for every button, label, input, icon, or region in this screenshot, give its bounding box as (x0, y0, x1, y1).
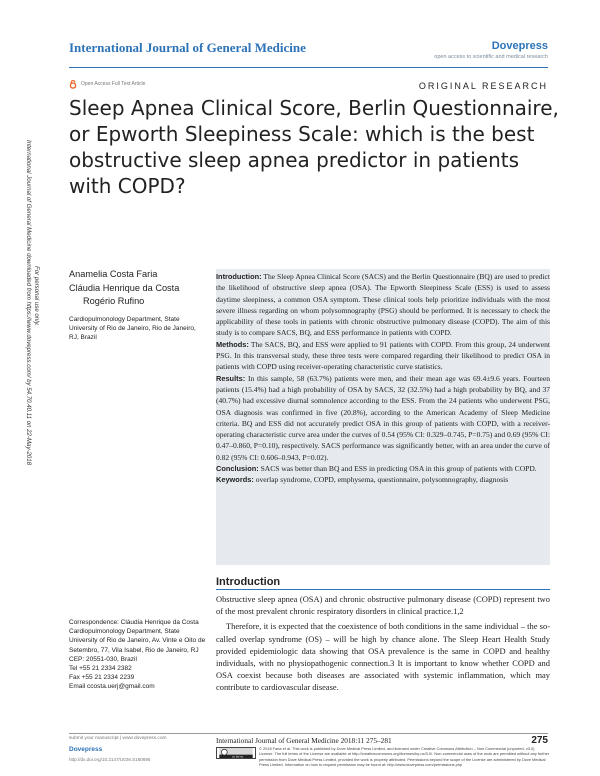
abstract-intro-label: Introduction: (216, 272, 262, 281)
journal-citation: International Journal of General Medicine 2018:11 275–281 (216, 736, 392, 745)
publisher-tagline: open access to scientific and medical research (434, 54, 548, 60)
sidenote-line-2: For personal use only. (33, 266, 40, 326)
correspondence-fax: Fax +55 21 2334 2239 (69, 674, 135, 682)
abstract-keywords-text: overlap syndrome, COPD, emphysema, questionnaire, polysomnography, diagnosis (255, 475, 509, 485)
abstract-conclusion-text: SACS was better than BQ and ESS in predicting OSA in this group of patients with COPD. (260, 464, 537, 474)
author-affiliation: Cardiopulmonology Department, State University of Rio de Janeiro, Rio de Janeiro, RJ, Brazil (69, 316, 196, 342)
correspondence-label: Correspondence: Cláudia Henrique da Costa (69, 619, 199, 626)
open-access-label: Open Access Full Text Article (81, 81, 146, 87)
intro-paragraph-2: Therefore, it is expected that the coexistence of both conditions in the same individual – the so-called overlap syndrome (OS) – will be high by chance alone. The Sleep Heart Health Study provided epidemiologic data showing that OSA prevalence is the same in COPD and healthy individuals, with no physiopathogenic connection.3 It is important to know whether COPD and OSA coexist because both diseases are associated with systemic inflammation, which may contribute to cardiovascular disease. (216, 621, 550, 693)
footer-rule (69, 733, 548, 734)
author[interactable]: Rogério Rufino (83, 296, 145, 306)
section-heading-introduction: Introduction (216, 576, 281, 588)
correspondence-address: Cardiopulmonology Department, State University of Rio de Janeiro, Av. Vinte e Oito de Setembro, 77, Vila Isabel, Rio de Janeiro, RJ CEP: 20551-030, Brazil (69, 628, 206, 663)
article-title: Sleep Apnea Clinical Score, Berlin Questionnaire, or Epworth Sleepiness Scale: which is the best obstructive sleep apnea predictor in patients with COPD? (69, 96, 559, 198)
page-number: 275 (531, 735, 548, 746)
correspondence-block (69, 618, 207, 692)
cc-label: cc by-nc (232, 754, 244, 759)
abstract-keywords-label: Keywords: (216, 475, 254, 485)
cc-license-icon[interactable] (216, 747, 256, 759)
introduction-body (216, 593, 550, 697)
header-rule (69, 67, 548, 68)
correspondence-email[interactable]: Email ccosta.uerj@gmail.com (69, 683, 155, 691)
correspondence-tel: Tel +55 21 2334 2382 (69, 665, 132, 673)
license-text: © 2018 Faria et al. This work is published by Dove Medical Press Limited, and licensed under Creative Commons Attribution – Non Commercial (unported, v3.0) License. The full terms of the License are available at http://creativecommons.org/licenses/by-nc/3.0/. Non-commercial uses of the work are permitted without any further permission from Dove Medical Press Limited, provided the work is properly attributed. Permissions beyond the scope of the License are administered by Dove Medical Press Limited. Information on how to request permission may be found at: http://www.dovepress.com/permissions.php (259, 746, 550, 767)
open-access-icon (69, 80, 77, 89)
intro-paragraph-1: Obstructive sleep apnea (OSA) and chronic obstructive pulmonary disease (COPD) represent two of the most prevalent chronic respiratory disorders in clinical practice.1,2 (216, 594, 550, 617)
abstract-results-text: In this sample, 58 (63.7%) patients were men, and their mean age was 69.4±9.6 years. Fourteen patients (15.4%) had a high probability of OSA by SACS, 32 (32.5%) had a high probability by BQ, and 37 (40.7%) had excessive diurnal somnolence according to the ESS. From the 24 patients who underwent PSG, OSA diagnosis was confirmed in five (20.8%), according to the American Academy of Sleep Medicine criteria. BQ and ESS did not accurately predict OSA in this group of patients with COPD, with a receiver-operating characteristic curve area under the curves of 0.54 (95% CI: 0.329–0.745, P=0.75) and 0.69 (95% CI: 0.47–0.860, P=0.10), respectively. SACS performance was significantly better, with an area under the curve of 0.82 (95% CI: 0.606–0.943, P=0.02). (216, 373, 550, 462)
doi-link[interactable]: http://dx.doi.org/10.2147/IJGM.S160695 (69, 757, 151, 762)
section-rule (216, 589, 550, 590)
article-type: ORIGINAL RESEARCH (418, 81, 548, 91)
author[interactable]: Cláudia Henrique da Costa (69, 282, 180, 293)
footer-publisher-logo[interactable]: Dovepress (69, 746, 103, 753)
abstract-results-label: Results: (216, 373, 246, 383)
author[interactable]: Anamelia Costa Faria (69, 269, 158, 279)
abstract-intro-text: The Sleep Apnea Clinical Score (SACS) and the Berlin Questionnaire (BQ) are used to predict the likelihood of obstructive sleep apnea (OSA). The Epworth Sleepiness Scale (ESS) is used to assess daytime sleepiness, a common OSA symptom. These clinical tools help prioritize individuals with the most severe illness regarding on whom polysomnography (PSG) should be performed. It is necessary to check the applicability of these tools in patients with chronic obstructive pulmonary disease (COPD). The aim of this study is to compare SACS, BQ, and ESS performance in patients with COPD. (216, 272, 550, 338)
publisher-logo[interactable]: Dovepress (491, 40, 548, 52)
abstract (216, 271, 550, 486)
download-sidenote (20, 140, 40, 520)
abstract-conclusion-label: Conclusion: (216, 464, 259, 474)
abstract-methods-label: Methods: (216, 339, 249, 349)
submit-manuscript-link[interactable]: submit your manuscript | www.dovepress.com (69, 736, 167, 741)
author-list (69, 268, 179, 309)
journal-name[interactable]: International Journal of General Medicine (69, 40, 306, 55)
abstract-methods-text: The SACS, BQ, and ESS were applied to 91 patients with COPD. From this group, 24 underwent PSG. In this transversal study, these three tests were compared regarding their likelihood to predict OSA in patients with COPD using receiver-operating characteristic curve statistics. (216, 339, 550, 372)
sidenote-line-1: International Journal of General Medicine downloaded from https://www.dovepress.com/ by 54.70.40.11 on 22-May-2018 (25, 140, 32, 466)
